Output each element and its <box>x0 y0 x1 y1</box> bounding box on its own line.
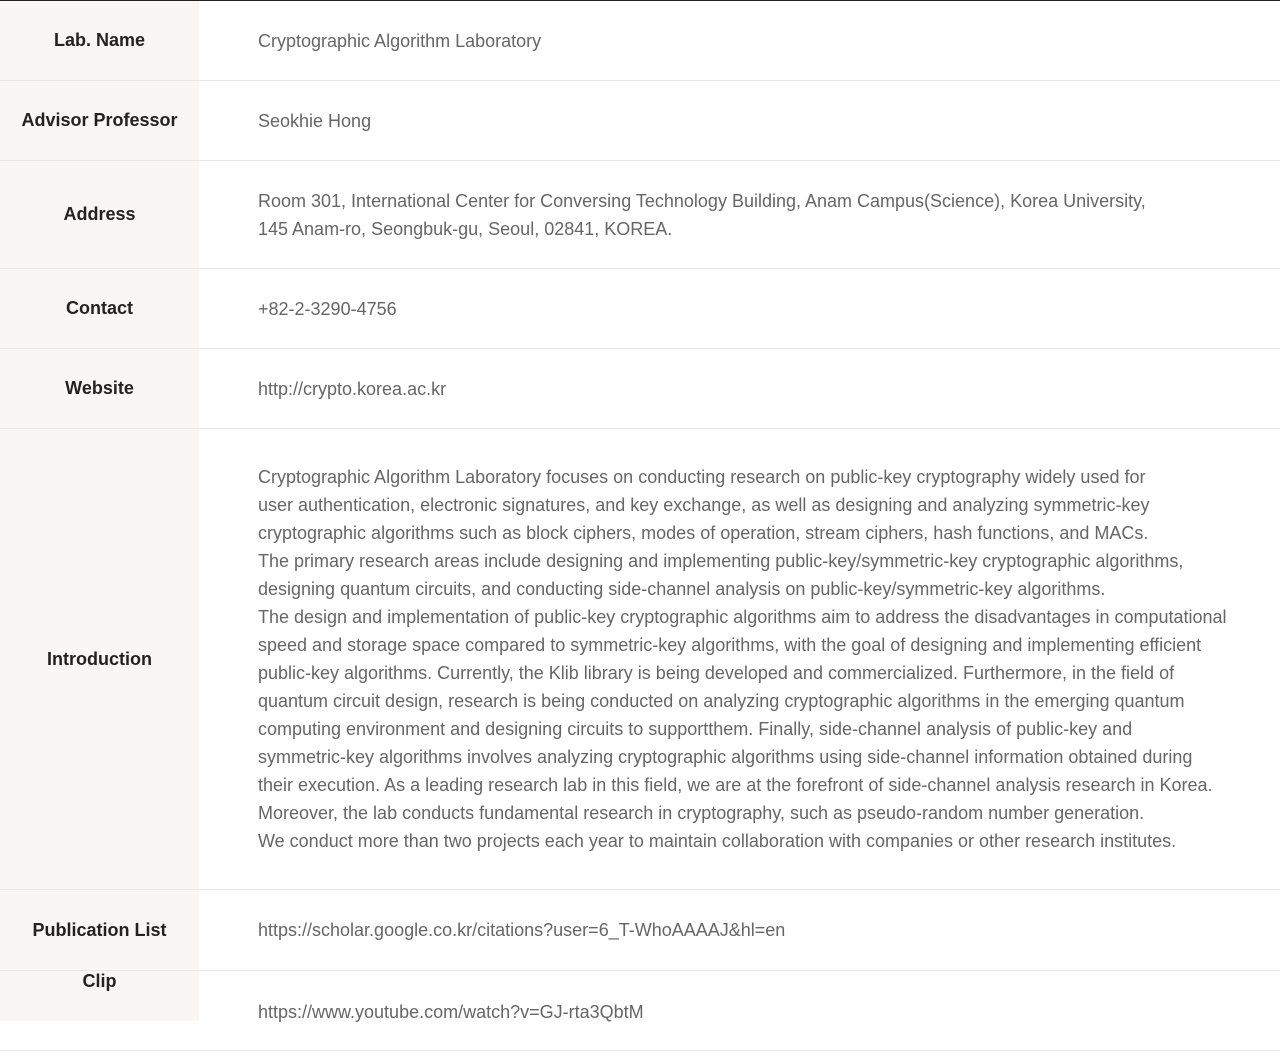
row-lab-name <box>0 1 1280 81</box>
intro-line: computing environment and designing circuits to supportthem. Finally, side-channel analysis of public-key and <box>258 719 1133 739</box>
intro-line: Cryptographic Algorithm Laboratory focuses on conducting research on public-key cryptography widely used for <box>258 467 1146 487</box>
clip-label: Clip <box>82 971 117 991</box>
row-publication-list <box>0 890 1280 971</box>
lab-name-value: Cryptographic Algorithm Laboratory <box>258 30 542 51</box>
clip-label-cell <box>0 971 199 1021</box>
website-cell <box>199 349 1280 428</box>
intro-line: Moreover, the lab conducts fundamental research in cryptography, such as pseudo-random number generation. <box>258 803 1145 823</box>
row-advisor <box>0 81 1280 161</box>
contact-label: Contact <box>0 269 199 348</box>
address-value <box>199 161 1280 268</box>
intro-line: We conduct more than two projects each year to maintain collaboration with companies or other research institutes. <box>258 831 1177 851</box>
row-website <box>0 349 1280 429</box>
contact-value: +82-2-3290-4756 <box>258 298 397 319</box>
introduction-value <box>199 429 1280 889</box>
lab-name-label: Lab. Name <box>0 1 199 80</box>
intro-line: The primary research areas include designing and implementing public-key/symmetric-key cryptographic algorithms, <box>258 551 1184 571</box>
introduction-text <box>258 463 1248 855</box>
intro-line: speed and storage space compared to symmetric-key algorithms, with the goal of designing and implementing efficient <box>258 635 1202 655</box>
intro-line: The design and implementation of public-key cryptographic algorithms aim to address the disadvantages in computational <box>258 607 1227 627</box>
intro-line: quantum circuit design, research is being conducted on analyzing cryptographic algorithms in the emerging quantum <box>258 691 1185 711</box>
clip-link[interactable]: https://www.youtube.com/watch?v=GJ-rta3QbtM <box>258 1002 644 1022</box>
intro-line: public-key algorithms. Currently, the Klib library is being developed and commercialized. Furthermore, in the field of <box>258 663 1175 683</box>
publication-list-link[interactable]: https://scholar.google.co.kr/citations?user=6_T-WhoAAAAJ&hl=en <box>258 920 786 940</box>
website-label: Website <box>0 349 199 428</box>
clip-cell <box>199 971 1280 1050</box>
row-clip <box>0 971 1280 1051</box>
advisor-value: Seokhie Hong <box>258 110 372 131</box>
intro-line: cryptographic algorithms such as block ciphers, modes of operation, stream ciphers, hash functions, and MACs. <box>258 523 1149 543</box>
row-address <box>0 161 1280 269</box>
address-label: Address <box>0 161 199 268</box>
website-link[interactable]: http://crypto.korea.ac.kr <box>258 378 447 399</box>
publication-list-label: Publication List <box>0 890 199 970</box>
publication-list-cell <box>199 890 1280 970</box>
row-contact <box>0 269 1280 349</box>
intro-line: symmetric-key algorithms involves analyzing cryptographic algorithms using side-channel information obtained during <box>258 747 1193 767</box>
intro-line: designing quantum circuits, and conducting side-channel analysis on public-key/symmetric-key algorithms. <box>258 579 1106 599</box>
address-line-2: 145 Anam-ro, Seongbuk-gu, Seoul, 02841, KOREA. <box>258 218 673 239</box>
intro-line: user authentication, electronic signatures, and key exchange, as well as designing and analyzing symmetric-key <box>258 495 1150 515</box>
address-line-1: Room 301, International Center for Conversing Technology Building, Anam Campus(Science), Korea University, <box>258 190 1146 211</box>
introduction-label: Introduction <box>0 429 199 889</box>
advisor-label: Advisor Professor <box>0 81 199 160</box>
intro-line: their execution. As a leading research lab in this field, we are at the forefront of side-channel analysis research in Korea. <box>258 775 1213 795</box>
row-introduction <box>0 429 1280 890</box>
